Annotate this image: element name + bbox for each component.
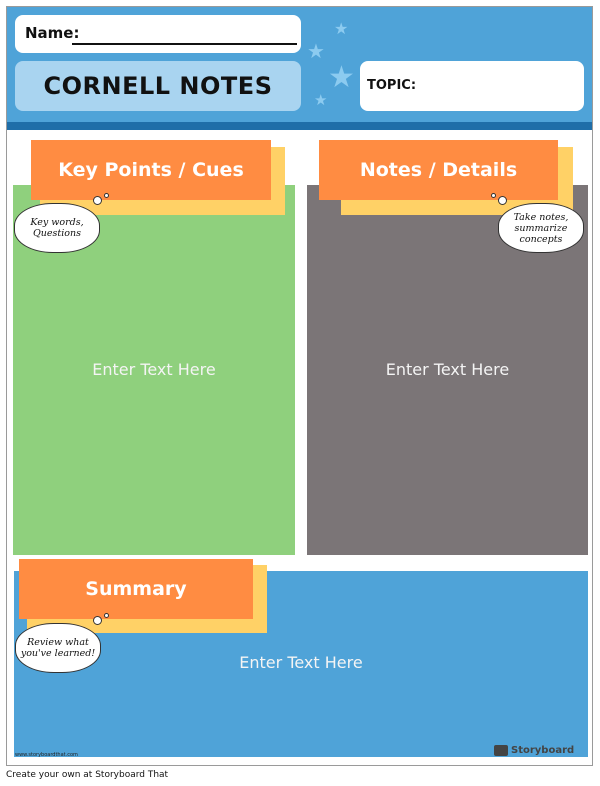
key-points-hint-cloud: Key words, Questions xyxy=(14,203,100,253)
thought-bubble-dot xyxy=(104,613,109,618)
notes-placeholder: Enter Text Here xyxy=(385,360,510,379)
thought-bubble-dot xyxy=(93,616,102,625)
key-points-heading: Key Points / Cues xyxy=(31,140,271,200)
thought-bubble-dot xyxy=(498,196,507,205)
thought-bubble-dot xyxy=(93,196,102,205)
key-points-placeholder: Enter Text Here xyxy=(92,360,216,379)
header-banner xyxy=(7,7,592,122)
footer-url[interactable]: www.storyboardthat.com xyxy=(15,752,78,758)
worksheet xyxy=(6,6,593,766)
storyboard-logo-icon xyxy=(494,745,508,756)
brand-logo[interactable] xyxy=(494,745,574,756)
summary-hint-cloud: Review what you've learned! xyxy=(15,623,101,673)
star-icon: ★ xyxy=(328,60,355,95)
footer-caption[interactable]: Create your own at Storyboard That xyxy=(6,770,169,780)
topic-field[interactable] xyxy=(360,61,584,111)
thought-bubble-dot xyxy=(104,193,109,198)
name-field[interactable] xyxy=(15,15,301,53)
topic-label: TOPIC: xyxy=(367,78,417,93)
star-icon: ★ xyxy=(314,91,328,109)
summary-placeholder: Enter Text Here xyxy=(239,653,363,672)
star-icon: ★ xyxy=(307,39,325,63)
name-label: Name: xyxy=(25,24,80,42)
thought-bubble-dot xyxy=(491,193,496,198)
name-underline xyxy=(72,43,297,45)
notes-hint-cloud: Take notes, summarize concepts xyxy=(498,203,584,253)
brand-name: Storyboard xyxy=(511,745,575,756)
summary-heading: Summary xyxy=(19,559,253,619)
notes-heading: Notes / Details xyxy=(319,140,558,200)
page-title: CORNELL NOTES xyxy=(15,61,301,111)
header-divider xyxy=(7,122,592,130)
star-icon: ★ xyxy=(334,19,349,38)
